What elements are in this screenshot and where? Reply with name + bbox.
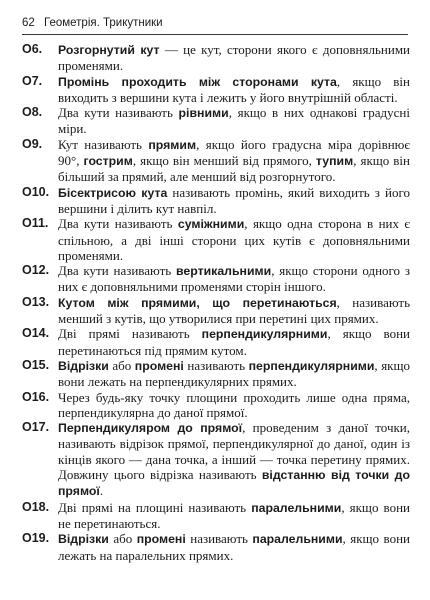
definition-item xyxy=(22,358,410,390)
term-bold: відстанню від точки до прямої xyxy=(58,468,410,499)
definition-number: О16. xyxy=(22,389,50,404)
definition-number: О11. xyxy=(22,216,49,231)
definition-number: О19. xyxy=(22,531,50,546)
definition-fragment: називають xyxy=(183,357,249,373)
definition-item xyxy=(22,42,410,74)
definition-fragment: Кут називають xyxy=(58,136,149,152)
definition-fragment: Два кути називають xyxy=(58,263,176,279)
definition-item xyxy=(22,295,410,327)
definition-text xyxy=(58,531,410,563)
definition-text xyxy=(58,390,410,421)
term-bold: тупим xyxy=(315,154,354,169)
term-bold: перпендикулярними xyxy=(248,358,375,373)
definition-text xyxy=(58,263,410,295)
definition-fragment: , якщо одна сторона в них є спільною, а дві інші сторони цих кутів є доповняльними променями. xyxy=(58,216,410,263)
definition-item xyxy=(22,326,410,358)
definition-fragment: . xyxy=(99,483,104,499)
definition-number: О6. xyxy=(22,42,43,56)
definition-item xyxy=(22,390,410,421)
running-header xyxy=(22,12,408,35)
term-bold: Розгорнутий кут xyxy=(58,43,160,57)
definition-item xyxy=(22,137,410,185)
definition-fragment: , якщо в них однакові градусні міри. xyxy=(58,105,410,137)
definition-text xyxy=(58,358,410,390)
definition-number: О9. xyxy=(22,136,43,151)
definition-item xyxy=(22,185,410,217)
definition-number: О10. xyxy=(22,184,50,199)
definition-text xyxy=(58,185,410,217)
definition-number: О15. xyxy=(22,357,50,372)
term-bold: Бісектрисою кута xyxy=(58,185,168,200)
definition-item xyxy=(22,500,410,532)
definition-fragment: , називають менший з кутів, що утворилися при перетині цих прямих. xyxy=(58,294,410,327)
definition-fragment: Два кути називають xyxy=(58,105,179,121)
definition-text xyxy=(58,216,410,263)
definition-text xyxy=(58,295,410,327)
definition-fragment: , якщо вони лежать на перпендикулярних прямих. xyxy=(58,357,410,390)
definition-number: О18. xyxy=(22,499,50,514)
definition-text xyxy=(58,42,410,74)
definition-item xyxy=(22,216,410,263)
definition-item xyxy=(22,531,410,563)
definition-fragment: , якщо він більший за прямий, але менший від розгорнутого. xyxy=(58,153,411,185)
term-bold: перпендикулярними xyxy=(201,327,328,342)
term-bold: паралельними xyxy=(252,532,343,547)
definition-fragment: називають xyxy=(185,531,253,547)
definition-fragment: , якщо він менший від прямого, xyxy=(132,153,316,169)
term-bold: промені xyxy=(134,358,184,373)
term-bold: Відрізки xyxy=(58,532,109,547)
definition-item xyxy=(22,263,410,295)
definition-fragment: Через будь-яку точку площини проходить лише одна пряма, перпендикулярна до даної прямої. xyxy=(58,389,410,420)
definition-text xyxy=(58,137,410,185)
definition-item xyxy=(22,420,410,499)
page-number: 62 xyxy=(22,17,35,29)
definition-text xyxy=(58,326,410,358)
definition-fragment: , якщо вони перетинаються під прямим кутом. xyxy=(58,326,410,358)
term-bold: вертикальними xyxy=(176,264,272,279)
term-bold: суміжними xyxy=(177,217,245,232)
definition-fragment: Дві прямі на площині називають xyxy=(58,499,252,515)
definition-fragment: , якщо його градусна міра дорівнює 90°, xyxy=(58,136,410,169)
term-bold: Перпендикуляром до прямої xyxy=(58,421,243,436)
definition-number: О7. xyxy=(22,73,43,88)
term-bold: Кутом між прямими, що перетинаються xyxy=(58,295,337,310)
term-bold: Промінь проходить між сторонами кута xyxy=(58,74,337,89)
definition-fragment: , проведеним з даної точки, називають відрізок прямої, перпендикулярної до даної, один із кінців якого — дана точка, а інший — точка перетину прямих. Довжину цього відрізка називають xyxy=(58,420,411,483)
definition-fragment: , якщо вони лежать на паралельних прямих. xyxy=(58,531,410,563)
definition-fragment: або xyxy=(108,531,137,547)
definition-fragment: називають промінь, який виходить з його вершини і ділить кут навпіл. xyxy=(58,184,410,216)
definition-number: О8. xyxy=(22,105,43,120)
term-bold: прямим xyxy=(148,137,197,152)
definition-number: О17. xyxy=(22,420,50,435)
definition-fragment: , якщо вони не перетинаються. xyxy=(58,499,410,531)
term-bold: паралельними xyxy=(251,500,342,515)
definition-fragment: , якщо сторони одного з них є доповняльними променями сторін іншого. xyxy=(58,263,410,295)
definition-text xyxy=(58,74,410,106)
definition-fragment: або xyxy=(108,357,135,373)
term-bold: рівними xyxy=(178,106,229,121)
definition-text xyxy=(58,420,410,499)
definition-number: О12. xyxy=(22,263,50,278)
definition-fragment: , якщо він виходить з вершини кута і лежить у його внутрішній області. xyxy=(58,73,411,105)
definition-text xyxy=(58,500,410,532)
definition-item xyxy=(22,74,410,106)
term-bold: промені xyxy=(136,532,186,547)
definition-number: О13. xyxy=(22,294,50,309)
definitions-list xyxy=(22,42,410,563)
definition-fragment: Дві прямі називають xyxy=(58,326,202,342)
term-bold: гострим xyxy=(83,154,133,169)
term-bold: Відрізки xyxy=(58,358,109,373)
definition-fragment: Два кути називають xyxy=(58,216,178,232)
definition-number: О14. xyxy=(22,326,50,341)
running-title: Геометрія. Трикутники xyxy=(44,17,163,29)
definition-fragment: — це кут, сторони якого є доповняльними променями. xyxy=(58,42,410,74)
definition-item xyxy=(22,105,410,137)
definition-text xyxy=(58,105,410,137)
